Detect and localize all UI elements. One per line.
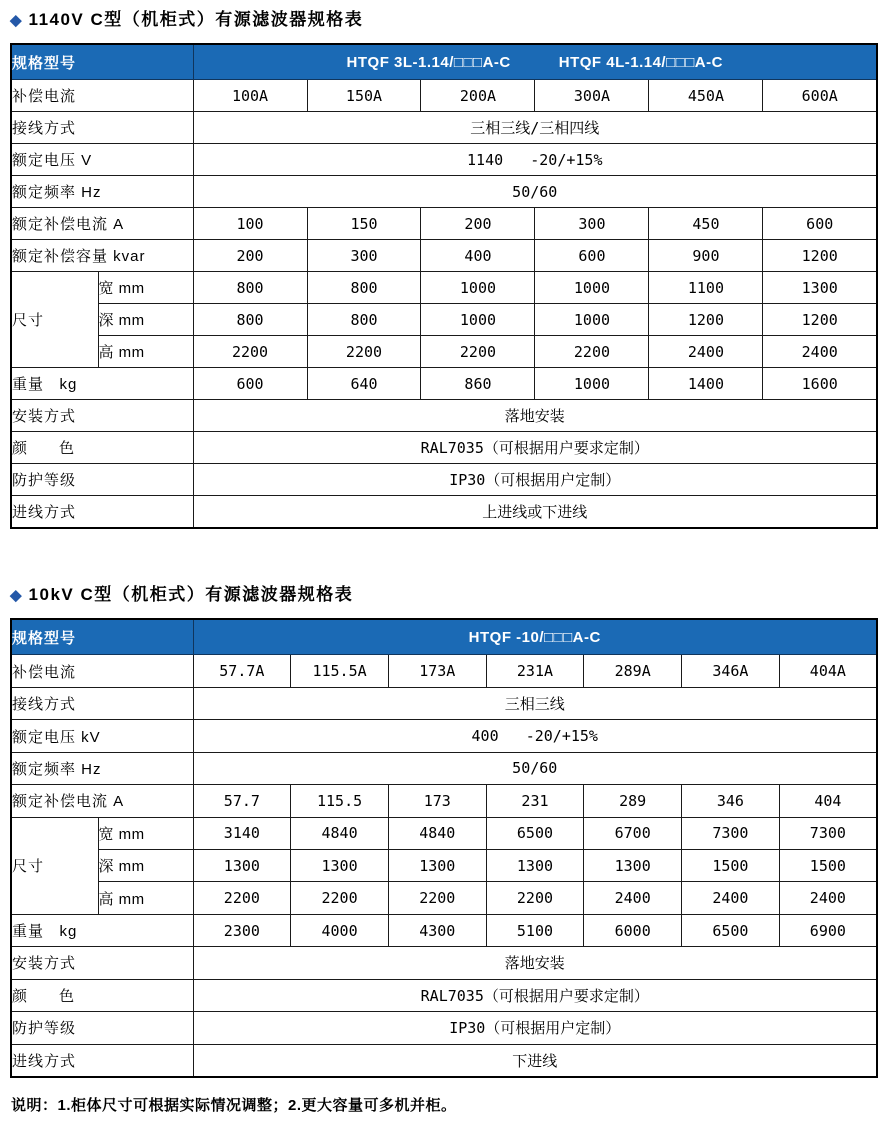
merged-value-cell: 50/60	[193, 752, 877, 784]
table-header-row	[11, 619, 877, 655]
value-cell: 115.5A	[291, 655, 389, 687]
value-cell: 2200	[193, 882, 291, 914]
value-cell: 173	[388, 785, 486, 817]
value-cell: 4300	[388, 914, 486, 946]
table-header-row	[11, 44, 877, 80]
value-cell: 289	[584, 785, 682, 817]
section-title-text: 1140V C型（机柜式）有源滤波器规格表	[28, 10, 364, 29]
model-header-cell	[193, 619, 877, 655]
row-label: 进线方式	[11, 1044, 193, 1077]
value-cell: 289A	[584, 655, 682, 687]
row-label: 重量 kg	[11, 914, 193, 946]
dimension-sub-label: 高 mm	[98, 882, 193, 914]
table-row	[11, 112, 877, 144]
value-cell: 1500	[779, 850, 877, 882]
row-label: 额定频率 Hz	[11, 176, 193, 208]
row-label: 额定电压 kV	[11, 720, 193, 752]
dimension-group-label: 尺寸	[11, 272, 98, 368]
value-cell: 1300	[584, 850, 682, 882]
value-cell: 100A	[193, 80, 307, 112]
merged-value-cell: 1140 -20/+15%	[193, 144, 877, 176]
table-row	[11, 914, 877, 946]
value-cell: 900	[649, 240, 763, 272]
value-cell: 404	[779, 785, 877, 817]
table-row	[11, 336, 877, 368]
value-cell: 6700	[584, 817, 682, 849]
row-label: 重量 kg	[11, 368, 193, 400]
diamond-icon: ◆	[10, 11, 22, 29]
value-cell: 4000	[291, 914, 389, 946]
table-row	[11, 947, 877, 979]
value-cell: 600	[535, 240, 649, 272]
value-cell: 2200	[486, 882, 584, 914]
row-label: 额定电压 V	[11, 144, 193, 176]
dimension-sub-label: 宽 mm	[98, 272, 193, 304]
table-row	[11, 144, 877, 176]
table-row	[11, 720, 877, 752]
section-1140v	[10, 6, 878, 529]
value-cell: 2200	[193, 336, 307, 368]
value-cell: 1000	[421, 272, 535, 304]
value-cell: 1200	[763, 304, 877, 336]
value-cell: 1100	[649, 272, 763, 304]
value-cell: 6500	[486, 817, 584, 849]
table-row	[11, 304, 877, 336]
table-row	[11, 979, 877, 1011]
value-cell: 200	[193, 240, 307, 272]
merged-value-cell: 50/60	[193, 176, 877, 208]
table-row	[11, 1044, 877, 1077]
value-cell: 1000	[535, 304, 649, 336]
value-cell: 2400	[763, 336, 877, 368]
table-row	[11, 400, 877, 432]
merged-value-cell: 上进线或下进线	[193, 496, 877, 529]
model-header-cell	[193, 44, 877, 80]
value-cell: 346	[682, 785, 780, 817]
row-label: 额定频率 Hz	[11, 752, 193, 784]
merged-value-cell: RAL7035（可根据用户要求定制）	[193, 979, 877, 1011]
merged-value-cell: 落地安装	[193, 400, 877, 432]
row-label: 颜 色	[11, 432, 193, 464]
value-cell: 3140	[193, 817, 291, 849]
row-label: 额定补偿电流 A	[11, 208, 193, 240]
table-row	[11, 655, 877, 687]
table-row	[11, 1012, 877, 1044]
value-cell: 860	[421, 368, 535, 400]
value-cell: 150	[307, 208, 421, 240]
value-cell: 2200	[421, 336, 535, 368]
merged-value-cell: RAL7035（可根据用户要求定制）	[193, 432, 877, 464]
spec-table-10kv-wrap	[10, 618, 878, 1078]
table-row	[11, 176, 877, 208]
merged-value-cell: IP30（可根据用户定制）	[193, 1012, 877, 1044]
merged-value-cell: 三相三线/三相四线	[193, 112, 877, 144]
spec-table-1140v-wrap	[10, 43, 878, 529]
value-cell: 231	[486, 785, 584, 817]
row-label: 补偿电流	[11, 655, 193, 687]
spec-table	[10, 43, 878, 529]
value-cell: 2400	[779, 882, 877, 914]
value-cell: 2400	[584, 882, 682, 914]
model-header	[194, 629, 876, 646]
value-cell: 6000	[584, 914, 682, 946]
value-cell: 150A	[307, 80, 421, 112]
value-cell: 1300	[193, 850, 291, 882]
table-row	[11, 850, 877, 882]
dimension-sub-label: 深 mm	[98, 850, 193, 882]
value-cell: 300	[307, 240, 421, 272]
value-cell: 57.7A	[193, 655, 291, 687]
value-cell: 2300	[193, 914, 291, 946]
table-row	[11, 817, 877, 849]
row-label: 进线方式	[11, 496, 193, 529]
value-cell: 1000	[535, 368, 649, 400]
table-row	[11, 208, 877, 240]
value-cell: 450A	[649, 80, 763, 112]
merged-value-cell: 落地安装	[193, 947, 877, 979]
row-label: 接线方式	[11, 112, 193, 144]
value-cell: 1500	[682, 850, 780, 882]
value-cell: 1300	[388, 850, 486, 882]
value-cell: 1000	[535, 272, 649, 304]
table-row	[11, 882, 877, 914]
value-cell: 4840	[291, 817, 389, 849]
table-row	[11, 687, 877, 719]
value-cell: 640	[307, 368, 421, 400]
dimension-sub-label: 深 mm	[98, 304, 193, 336]
table-row	[11, 432, 877, 464]
value-cell: 800	[193, 304, 307, 336]
row-label: 接线方式	[11, 687, 193, 719]
value-cell: 1300	[291, 850, 389, 882]
value-cell: 7300	[779, 817, 877, 849]
row-label: 补偿电流	[11, 80, 193, 112]
value-cell: 200A	[421, 80, 535, 112]
value-cell: 600	[193, 368, 307, 400]
value-cell: 400	[421, 240, 535, 272]
value-cell: 450	[649, 208, 763, 240]
value-cell: 6500	[682, 914, 780, 946]
value-cell: 1200	[763, 240, 877, 272]
value-cell: 2200	[291, 882, 389, 914]
row-label: 防护等级	[11, 1012, 193, 1044]
header-label: 规格型号	[11, 619, 193, 655]
value-cell: 1300	[486, 850, 584, 882]
value-cell: 6900	[779, 914, 877, 946]
value-cell: 300A	[535, 80, 649, 112]
section-title-10kv	[10, 581, 878, 607]
value-cell: 1000	[421, 304, 535, 336]
model-name: HTQF 3L-1.14/□□□A-C	[346, 53, 511, 71]
value-cell: 600	[763, 208, 877, 240]
value-cell: 1400	[649, 368, 763, 400]
value-cell: 2400	[682, 882, 780, 914]
merged-value-cell: 400 -20/+15%	[193, 720, 877, 752]
table-row	[11, 272, 877, 304]
table-row	[11, 240, 877, 272]
value-cell: 2200	[535, 336, 649, 368]
row-label: 颜 色	[11, 979, 193, 1011]
table-row	[11, 80, 877, 112]
value-cell: 1300	[763, 272, 877, 304]
merged-value-cell: 三相三线	[193, 687, 877, 719]
footnote: 说明：1.柜体尺寸可根据实际情况调整；2.更大容量可多机并柜。	[11, 1097, 457, 1114]
value-cell: 600A	[763, 80, 877, 112]
table-row	[11, 752, 877, 784]
model-name: HTQF 4L-1.14/□□□A-C	[558, 53, 723, 71]
value-cell: 800	[193, 272, 307, 304]
table-row	[11, 496, 877, 529]
value-cell: 231A	[486, 655, 584, 687]
value-cell: 4840	[388, 817, 486, 849]
value-cell: 800	[307, 272, 421, 304]
section-title-1140v	[10, 6, 878, 32]
value-cell: 404A	[779, 655, 877, 687]
value-cell: 115.5	[291, 785, 389, 817]
value-cell: 2400	[649, 336, 763, 368]
value-cell: 5100	[486, 914, 584, 946]
dimension-group-label: 尺寸	[11, 817, 98, 914]
row-label: 安装方式	[11, 947, 193, 979]
section-10kv	[10, 581, 878, 1078]
model-name: HTQF -10/□□□A-C	[468, 628, 601, 646]
merged-value-cell: IP30（可根据用户定制）	[193, 464, 877, 496]
table-row	[11, 368, 877, 400]
value-cell: 200	[421, 208, 535, 240]
dimension-sub-label: 宽 mm	[98, 817, 193, 849]
value-cell: 100	[193, 208, 307, 240]
table-row	[11, 464, 877, 496]
merged-value-cell: 下进线	[193, 1044, 877, 1077]
row-label: 额定补偿电流 A	[11, 785, 193, 817]
value-cell: 1200	[649, 304, 763, 336]
value-cell: 346A	[682, 655, 780, 687]
diamond-icon: ◆	[10, 586, 22, 604]
value-cell: 2200	[388, 882, 486, 914]
value-cell: 1600	[763, 368, 877, 400]
section-title-text: 10kV C型（机柜式）有源滤波器规格表	[28, 585, 354, 604]
value-cell: 7300	[682, 817, 780, 849]
value-cell: 57.7	[193, 785, 291, 817]
value-cell: 800	[307, 304, 421, 336]
value-cell: 2200	[307, 336, 421, 368]
header-label: 规格型号	[11, 44, 193, 80]
dimension-sub-label: 高 mm	[98, 336, 193, 368]
spec-table	[10, 618, 878, 1078]
row-label: 防护等级	[11, 464, 193, 496]
value-cell: 300	[535, 208, 649, 240]
row-label: 额定补偿容量 kvar	[11, 240, 193, 272]
value-cell: 173A	[388, 655, 486, 687]
table-row	[11, 785, 877, 817]
model-header	[194, 54, 876, 71]
row-label: 安装方式	[11, 400, 193, 432]
